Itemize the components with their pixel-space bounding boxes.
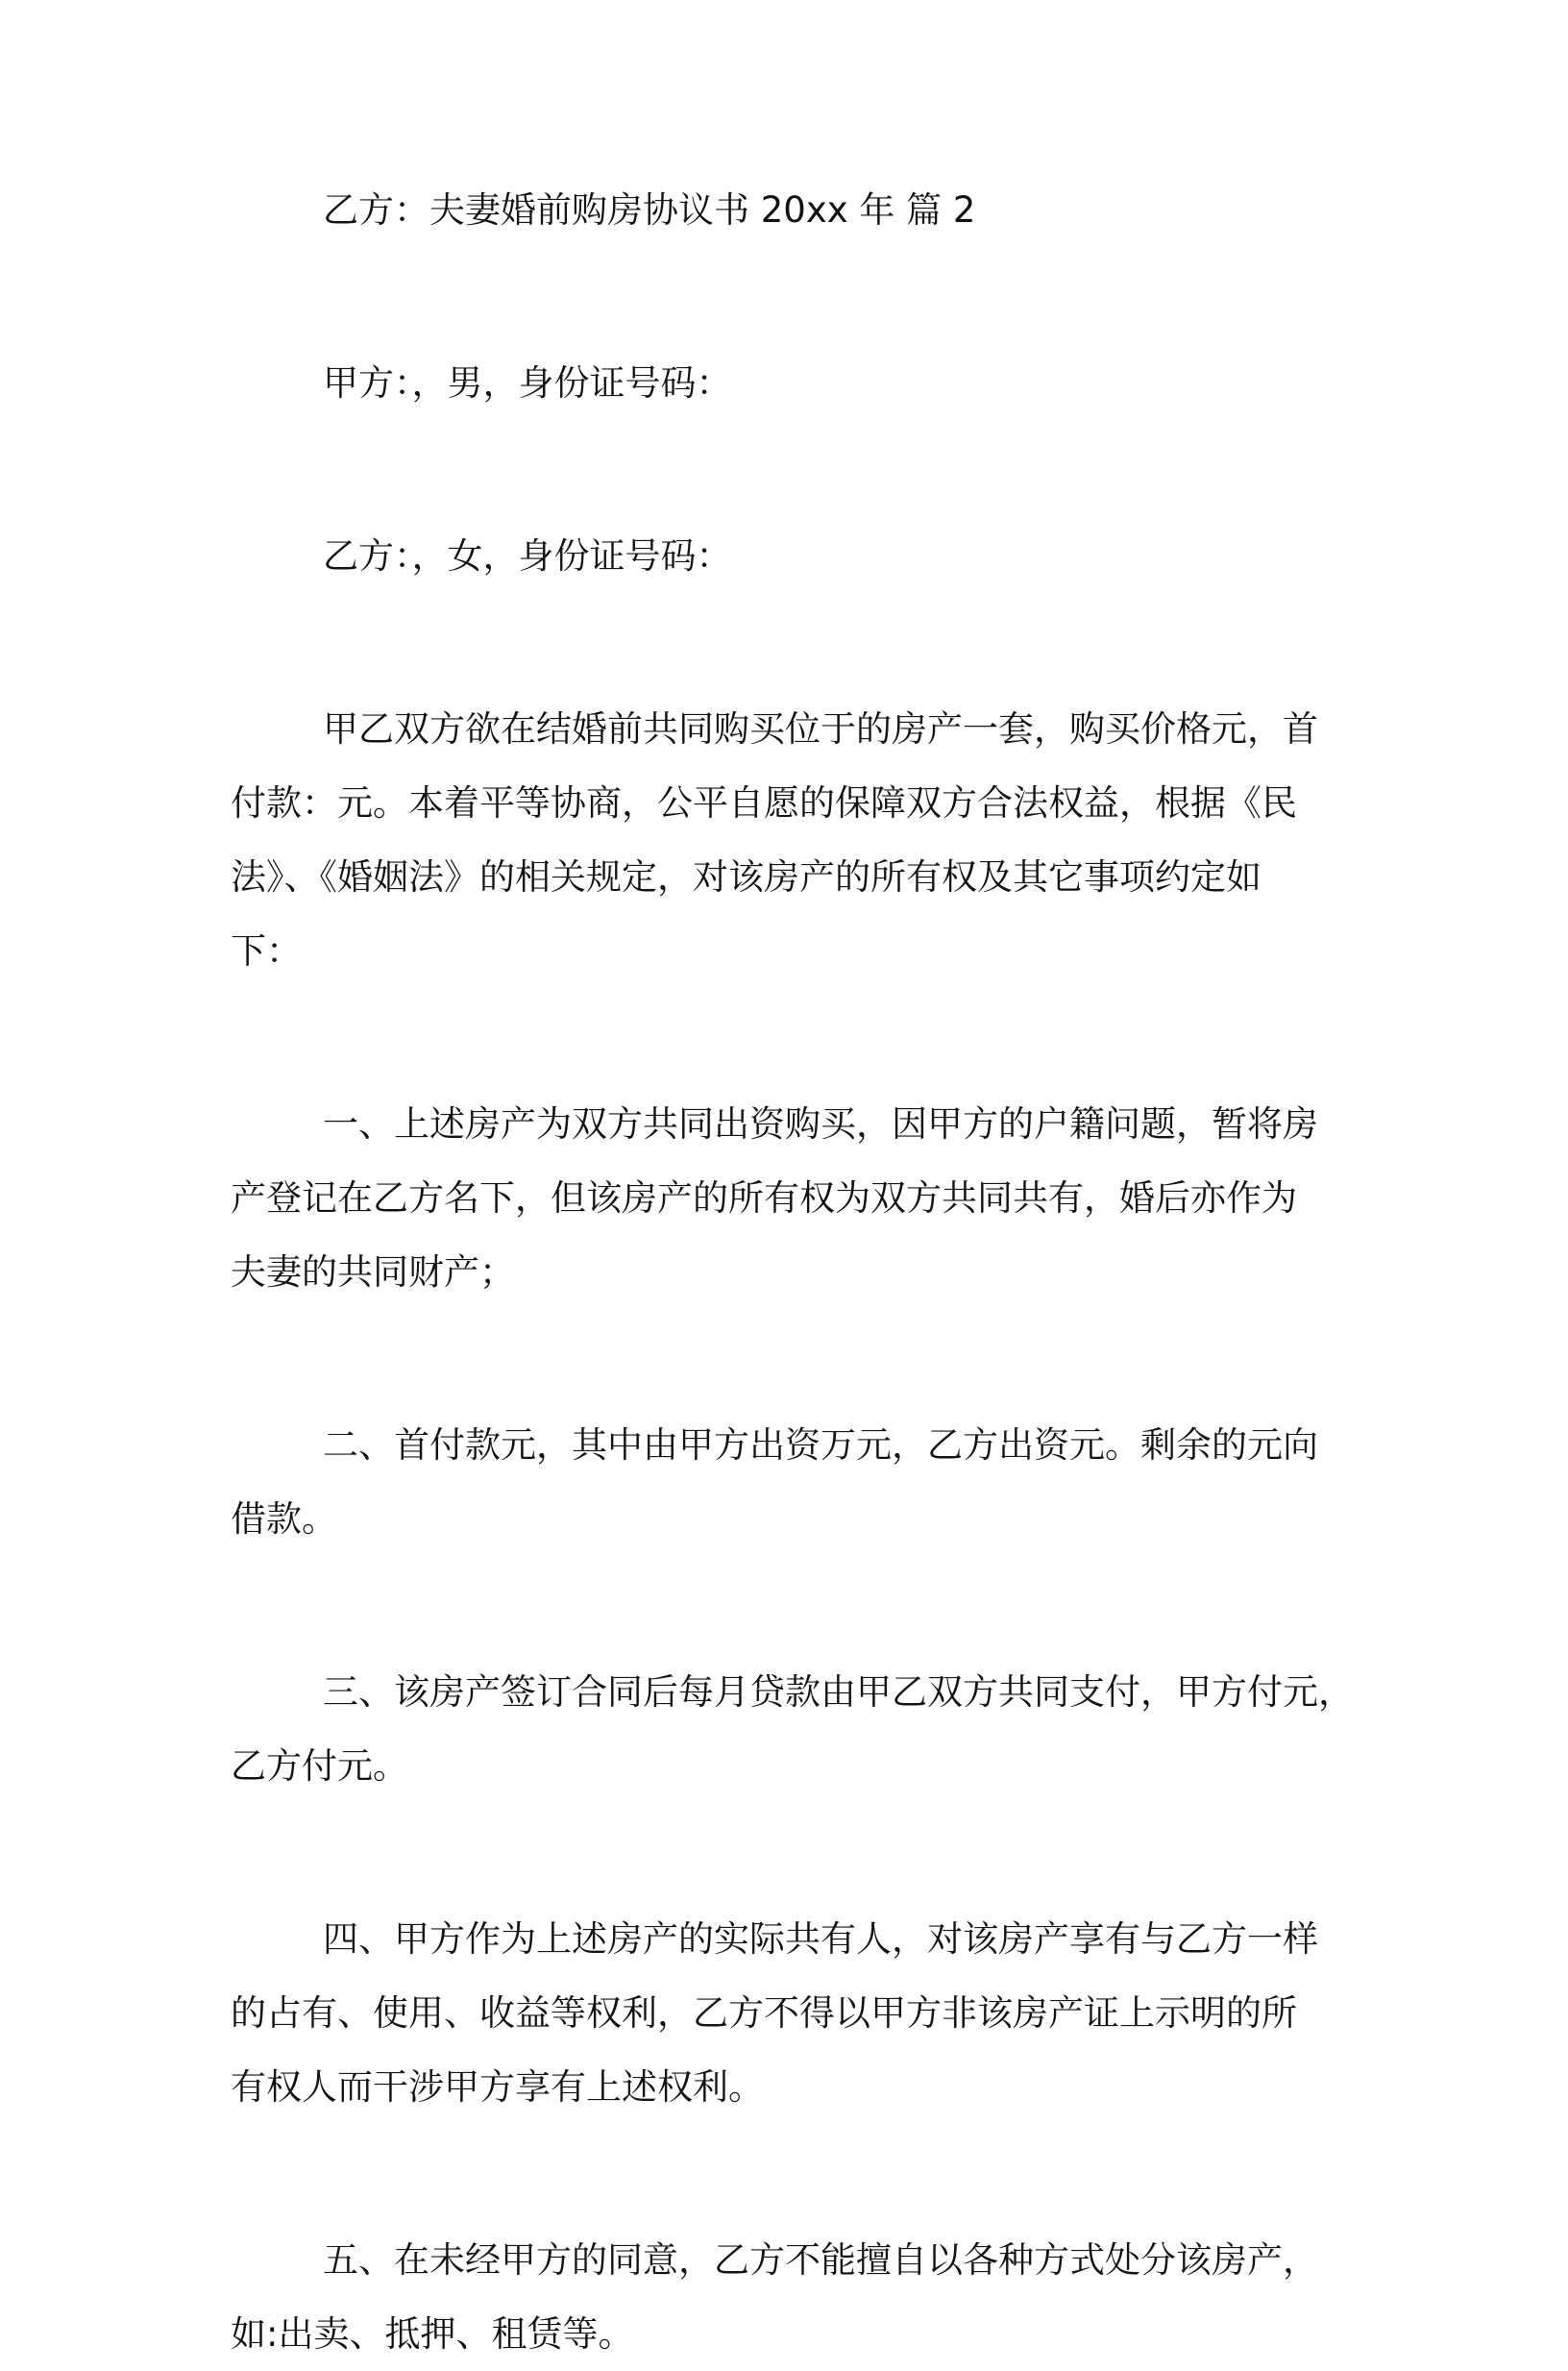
paragraph-0-line-0: 乙方：夫妻婚前购房协议书 20xx 年 篇 2 xyxy=(323,189,976,231)
paragraph-2-line-0: 乙方：，女，身份证号码： xyxy=(323,535,732,577)
paragraph-5-line-1: 借款。 xyxy=(231,1498,337,1540)
paragraph-7-line-1: 的占有、使用、收益等权利，乙方不得以甲方非该房产证上示明的所 xyxy=(231,1992,1297,2034)
paragraph-3-line-2: 法》、《婚姻法》的相关规定，对该房产的所有权及其它事项约定如 xyxy=(231,856,1262,898)
paragraph-4-line-0: 一、上述房产为双方共同出资购买，因甲方的户籍问题，暂将房 xyxy=(323,1103,1318,1145)
paragraph-7-line-2: 有权人而干涉甲方享有上述权利。 xyxy=(231,2066,764,2108)
paragraph-3-line-3: 下： xyxy=(231,930,302,972)
paragraph-1-line-0: 甲方：，男，身份证号码： xyxy=(323,362,732,404)
paragraph-3-line-1: 付款：元。本着平等协商，公平自愿的保障双方合法权益，根据《民 xyxy=(231,782,1297,824)
paragraph-5-line-0: 二、首付款元，其中由甲方出资万元，乙方出资元。剩余的元向 xyxy=(323,1424,1318,1466)
paragraph-4-line-1: 产登记在乙方名下，但该房产的所有权为双方共同共有，婚后亦作为 xyxy=(231,1177,1297,1219)
paragraph-3-line-0: 甲乙双方欲在结婚前共同购买位于的房产一套，购买价格元，首 xyxy=(323,708,1318,750)
paragraph-6-line-1: 乙方付元。 xyxy=(231,1745,408,1787)
paragraph-8-line-1: 如:出卖、抵押、租赁等。 xyxy=(231,2313,634,2355)
paragraph-6-line-0: 三、该房产签订合同后每月贷款由甲乙双方共同支付，甲方付元， xyxy=(323,1671,1354,1713)
document-body xyxy=(231,173,1354,2371)
paragraph-4-line-2: 夫妻的共同财产； xyxy=(231,1251,515,1293)
paragraph-7-line-0: 四、甲方作为上述房产的实际共有人，对该房产享有与乙方一样 xyxy=(323,1918,1318,1960)
paragraph-8-line-0: 五、在未经甲方的同意，乙方不能擅自以各种方式处分该房产， xyxy=(323,2239,1318,2281)
